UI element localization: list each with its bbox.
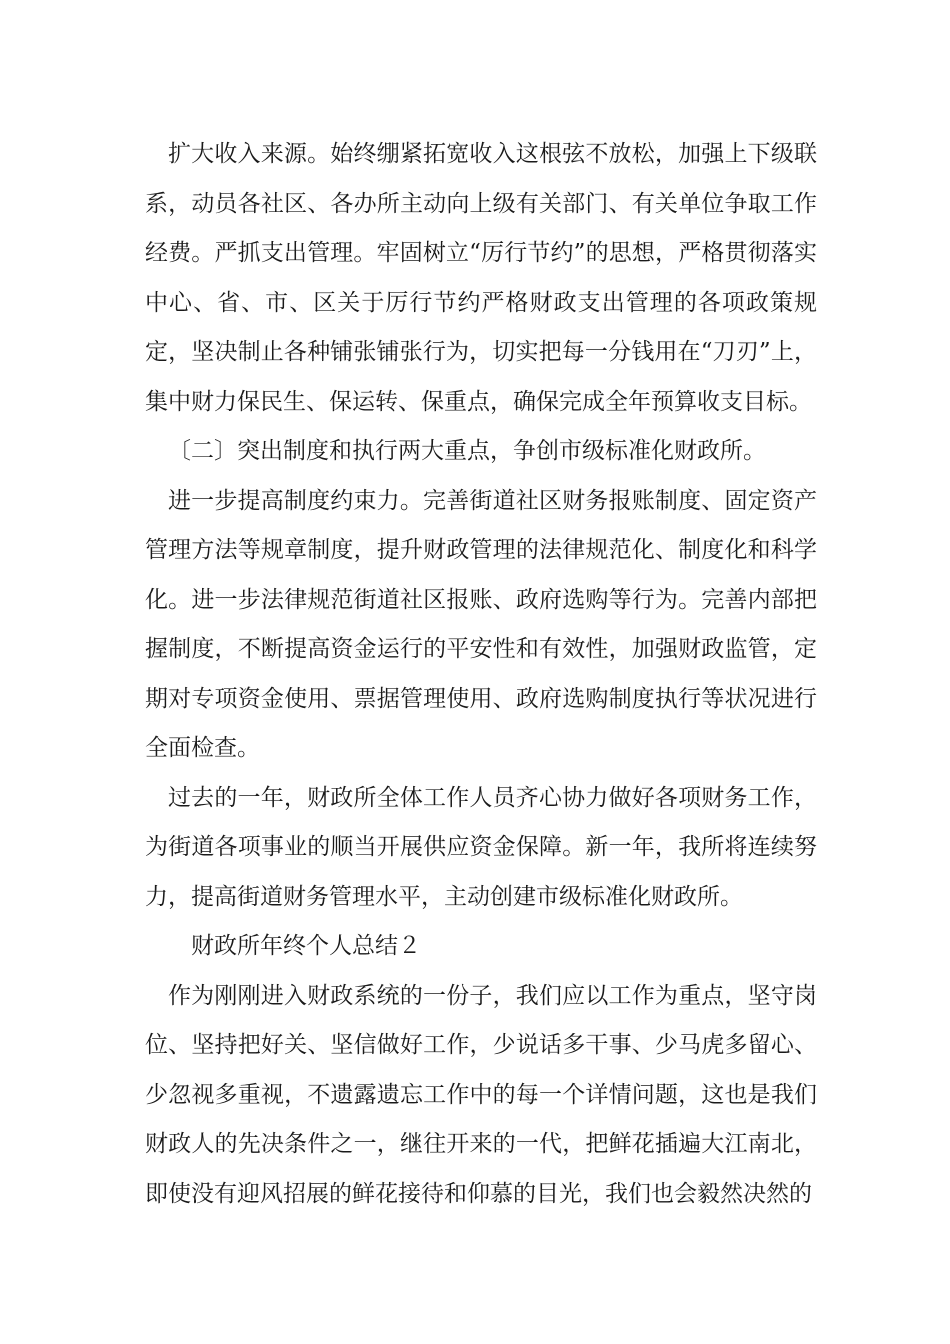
section-heading-2: 〔二〕突出制度和执行两大重点，争创市级标准化财政所。	[168, 438, 766, 464]
paragraph-system-constraint: 进一步提高制度约束力。完善街道社区财务报账制度、固定资产管理方法等规章制度，提升财政管理的法律规范化、制度化和科学化。进一步法律规范街道社区报账、政府选购等行为。完善内部把握制度，不断提高资金运行的平安性和有效性，加强财政监管，定期对专项资金使用、票据管理使用、政府选购制度执行等状况进行全面检查。	[145, 487, 817, 761]
paragraph-past-year: 过去的一年，财政所全体工作人员齐心协力做好各项财务工作，为街道各项事业的顺当开展供应资金保障。新一年，我所将连续努力，提高街道财务管理水平，主动创建市级标准化财政所。	[145, 784, 817, 910]
paragraph-new-member: 作为刚刚进入财政系统的一份子，我们应以工作为重点，坚守岗位、坚持把好关、坚信做好工作，少说话多干事、少马虎多留心、少忽视多重视，不遗露遗忘工作中的每一个详情问题，这也是我们财政人的先决条件之一，继往开来的一代，把鲜花插遍大江南北，即使没有迎风招展的鲜花接待和仰慕的目光，我们也会毅然决然的	[145, 982, 817, 1207]
paragraph-income-expenditure: 扩大收入来源。始终绷紧拓宽收入这根弦不放松，加强上下级联系，动员各社区、各办所主动向上级有关部门、有关单位争取工作经费。严抓支出管理。牢固树立“厉行节约”的思想，严格贯彻落实中心、省、市、区关于厉行节约严格财政支出管理的各项政策规定，坚决制止各种铺张铺张行为，切实把每一分钱用在“刀刃”上，集中财力保民生、保运转、保重点，确保完成全年预算收支目标。	[145, 141, 817, 415]
document-subtitle: 财政所年终个人总结２	[191, 933, 421, 959]
document-body	[145, 130, 817, 1219]
